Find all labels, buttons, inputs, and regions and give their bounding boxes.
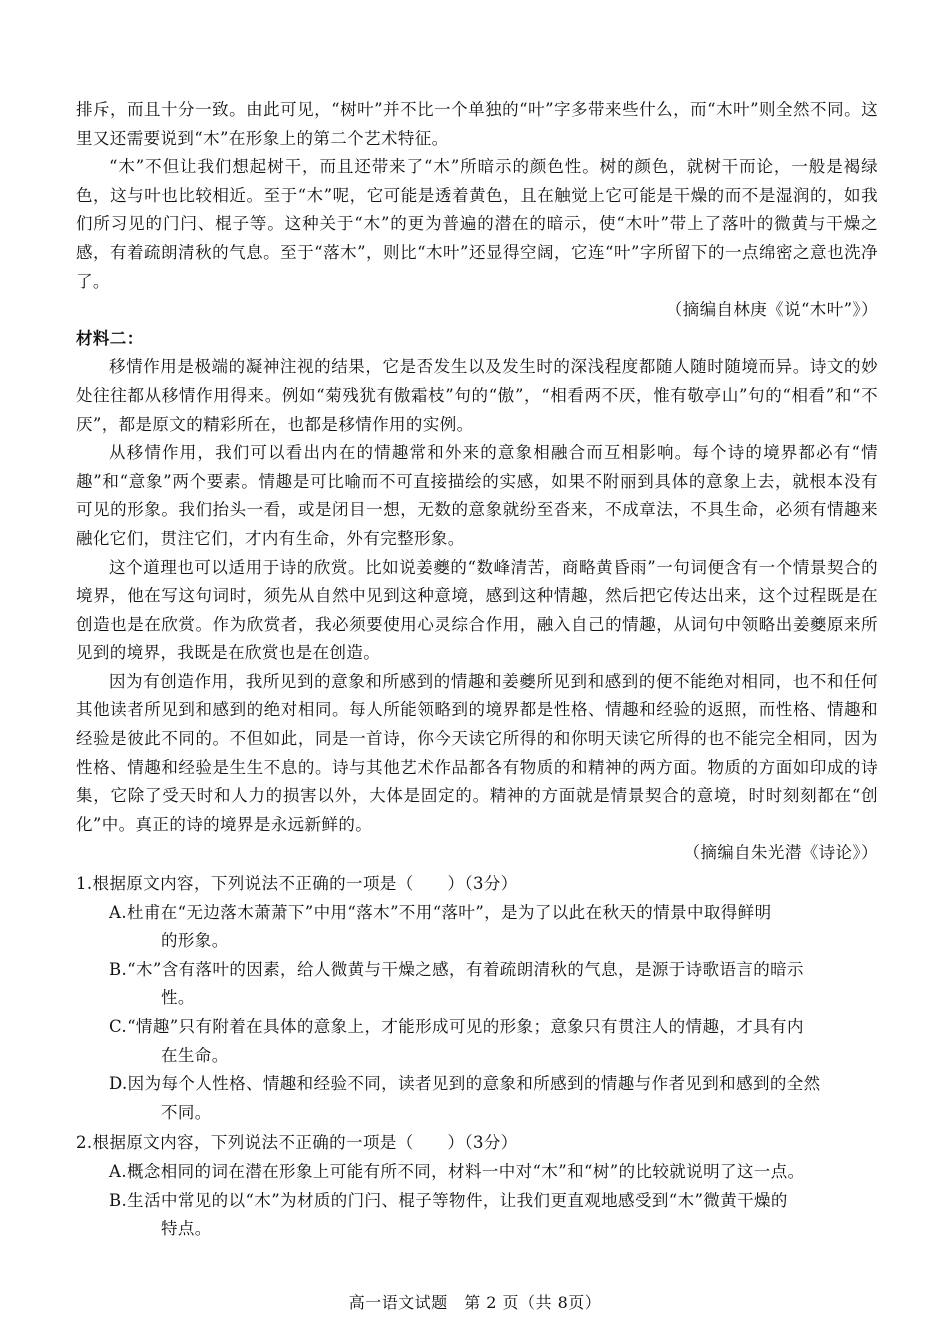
question-stem: 1.根据原文内容，下列说法不正确的一项是（ ）（3分） bbox=[76, 874, 518, 894]
option-text: 在生命。 bbox=[161, 1045, 229, 1065]
passage-paragraph: 从移情作用，我们可以看出内在的情趣常和外来的意象相融合而互相影响。每个诗的境界都必有“情趣”和“意象”两个要素。情趣是可比喻而不可直接描绘的实感，如果不附丽到具体的意象上去，就根本没有可见的形象。我们抬头一看，或是闭目一想，无数的意象就纷至沓来，不成章法，不具生命，必须有情趣来融化它们，贯注它们，才内有生命，外有完整形象。 bbox=[76, 443, 878, 548]
material-heading: 材料二： bbox=[76, 328, 144, 348]
option-d bbox=[76, 1070, 878, 1127]
option-text: A.杜甫在“无边落木萧萧下”中用“落木”不用“落叶”，是为了以此在秋天的情景中取得鲜明 bbox=[109, 902, 772, 922]
question-stem: 2.根据原文内容，下列说法不正确的一项是（ ）（3分） bbox=[76, 1133, 518, 1153]
passage-paragraph: “木”不但让我们想起树干，而且还带来了“木”所暗示的颜色性。树的颜色，就树干而论，一般是褐绿色，这与叶也比较相近。至于“木”呢，它可能是透着黄色，且在触觉上它可能是干燥的而不是湿润的，如我们所习见的门闩、棍子等。这种关于“木”的更为普遍的潜在的暗示，使“木叶”带上了落叶的微黄与干燥之感，有着疏朗清秋的气息。至于“落木”，则比“木叶”还显得空阔，它连“叶”字所留下的一点绵密之意也洗净了。 bbox=[76, 157, 878, 291]
option-text: 特点。 bbox=[161, 1219, 212, 1239]
option-text: 的形象。 bbox=[161, 931, 229, 951]
option-b bbox=[76, 956, 878, 1013]
option-a bbox=[76, 899, 878, 956]
option-text: A.概念相同的词在潜在形象上可能有所不同，材料一中对“木”和“树”的比较就说明了这一点。 bbox=[109, 1161, 805, 1181]
option-text: B.“木”含有落叶的因素，给人微黄与干燥之感，有着疏朗清秋的气息，是源于诗歌语言的暗示 bbox=[109, 959, 804, 979]
option-text: D.因为每个人性格、情趣和经验不同，读者见到的意象和所感到的情趣与作者见到和感到的全然 bbox=[109, 1074, 821, 1094]
passage-paragraph: 移情作用是极端的凝神注视的结果，它是否发生以及发生时的深浅程度都随人随时随境而异。诗文的妙处往往都从移情作用得来。例如“菊残犹有傲霜枝”句的“傲”，“相看两不厌，惟有敬亭山”句的“相看”和“不厌”，都是原文的精彩所在，也都是移情作用的实例。 bbox=[76, 357, 878, 434]
source-citation: （摘编自林庚《说“木叶”》） bbox=[665, 300, 878, 320]
source-citation: （摘编自朱光潜《诗论》） bbox=[683, 843, 878, 863]
passage-paragraph: 这个道理也可以适用于诗的欣赏。比如说姜夔的“数峰清苦，商略黄昏雨”一句词便含有一个情景契合的境界，他在写这句词时，须先从自然中见到这种意境，感到这种情趣，然后把它传达出来，这个过程既是在创造也是在欣赏。作为欣赏者，我必须要使用心灵综合作用，融入自己的情趣，从词句中领略出姜夔原来所见到的境界，我既是在欣赏也是在创造。 bbox=[76, 557, 878, 663]
option-text: 性。 bbox=[161, 988, 195, 1008]
option-text: C.“情趣”只有附着在具体的意象上，才能形成可见的形象；意象只有贯注人的情趣，才具有内 bbox=[109, 1017, 804, 1036]
passage-paragraph: 排斥，而且十分一致。由此可见，“树叶”并不比一个单独的“叶”字多带来些什么，而“木叶”则全然不同。这里又还需要说到“木”在形象上的第二个艺术特征。 bbox=[76, 100, 878, 148]
option-a bbox=[76, 1158, 878, 1187]
exam-page bbox=[76, 96, 878, 1244]
option-text: 不同。 bbox=[161, 1102, 212, 1122]
page-footer: 高一语文试题 第 2 页（共 8页） bbox=[348, 1293, 602, 1312]
option-b bbox=[76, 1187, 878, 1244]
option-c bbox=[76, 1013, 878, 1070]
passage-paragraph: 因为有创造作用，我所见到的意象和所感到的情趣和姜夔所见到和感到的便不能绝对相同，也不和任何其他读者所见到和感到的绝对相同。每人所能领略到的境界都是性格、情趣和经验的返照，而性格、情趣和经验是彼此不同的。不但如此，同是一首诗，你今天读它所得的和你明天读它所得的也不能完全相同，因为性格、情趣和经验是生生不息的。诗与其他艺术作品都各有物质的和精神的两方面。物质的方面如印成的诗集，它除了受天时和人力的损害以外，大体是固定的。精神的方面就是情景契合的意境，时时刻刻都在“创化”中。真正的诗的境界是永远新鲜的。 bbox=[76, 671, 878, 834]
option-text: B.生活中常见的以“木”为材质的门闩、棍子等物件，让我们更直观地感受到“木”微黄干燥的 bbox=[109, 1190, 788, 1210]
